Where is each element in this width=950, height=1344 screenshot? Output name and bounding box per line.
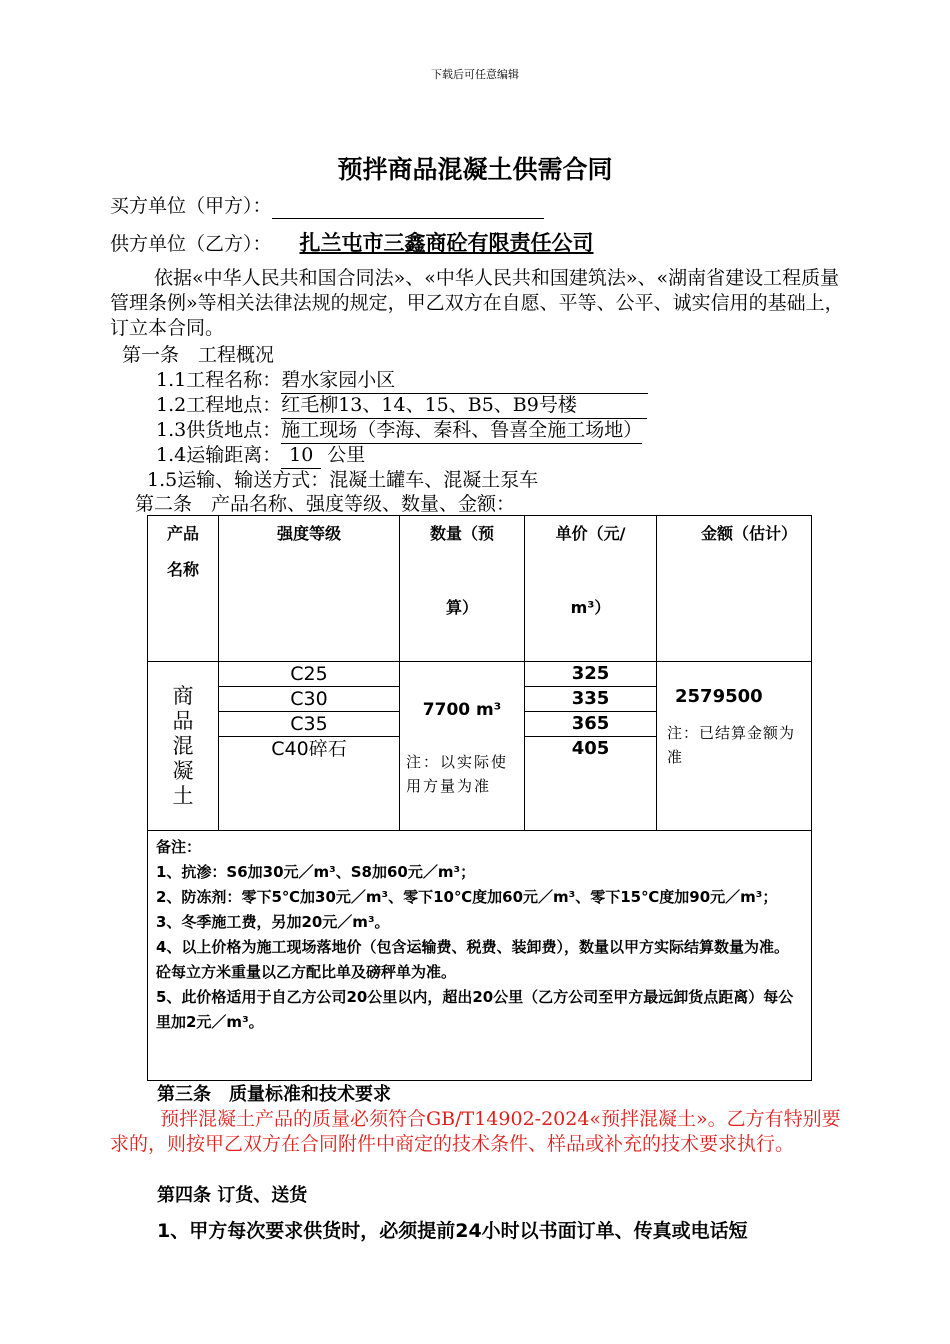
- grade-value: C30: [290, 688, 328, 710]
- item-value: 碧水家园小区: [281, 368, 648, 394]
- intro-paragraph: 依据«中华人民共和国合同法»、«中华人民共和国建筑法»、«湖南省建设工程质量管理条例»等相关法律法规的规定，甲乙双方在自愿、平等、公平、诚实信用的基础上，订立本合同。: [110, 267, 844, 339]
- grade-value: C35: [290, 713, 328, 735]
- buyer-field: [272, 198, 544, 219]
- grade-value: C40碎石: [271, 738, 347, 760]
- header-grade: [219, 516, 400, 662]
- header-text: 名称: [166, 560, 199, 579]
- product-name: 商品混凝土: [172, 683, 194, 808]
- remark-item: 2、防冻剂：零下5℃加30元／m³、零下10℃度加60元／m³、零下15℃度加90元／m³；: [156, 888, 778, 906]
- document-title: 预拌商品混凝土供需合同: [337, 155, 613, 184]
- grade-cell: [219, 712, 400, 737]
- article1-heading: 第一条 工程概况: [122, 344, 275, 366]
- header-text: 数量（预: [429, 524, 494, 543]
- remarks-heading: 备注：: [156, 838, 202, 856]
- article1-item-5: [147, 468, 538, 493]
- item-value: 混凝土罐车、混凝土泵车: [329, 469, 539, 491]
- price-value: 365: [571, 713, 610, 734]
- header-amount: [657, 516, 812, 662]
- item-label: 1.4运输距离：: [156, 444, 282, 466]
- article3-body: 预拌混凝土产品的质量必须符合GB/T14902-2024«预拌混凝土»。乙方有特别要求的，则按甲乙双方在合同附件中商定的技术条件、样品或补充的技术要求执行。: [110, 1108, 841, 1155]
- product-table: [147, 515, 812, 1081]
- grade-cell: [219, 662, 400, 687]
- price-cell: [525, 662, 657, 687]
- quantity-note: 注：以实际使用方量为准: [406, 753, 509, 795]
- grade-cell: [219, 737, 400, 831]
- article1-item-3: [156, 418, 642, 444]
- item-value: 10: [281, 443, 321, 469]
- price-cell: [525, 712, 657, 737]
- remarks-cell: [148, 831, 812, 1081]
- article1-item-4: [156, 443, 365, 469]
- price-value: 405: [571, 738, 610, 759]
- seller-row: [110, 231, 594, 257]
- quantity-cell: [400, 662, 525, 831]
- item-value: 施工现场（李海、秦科、鲁喜全施工场地）: [281, 418, 642, 444]
- header-text: 单价（元/: [555, 524, 626, 543]
- amount-cell: [657, 662, 812, 831]
- grade-value: C25: [290, 663, 328, 685]
- price-value: 325: [571, 663, 610, 684]
- remark-item: 3、冬季施工费，另加20元／m³。: [156, 913, 390, 931]
- remark-item: 1、抗渗：S6加30元／m³、S8加60元／m³；: [156, 863, 476, 881]
- quantity-value: 7700 m³: [422, 700, 502, 720]
- remark-item: 5、此价格适用于自乙方公司20公里以内，超出20公里（乙方公司至甲方最远卸货点距离）每公里加2元／m³。: [156, 988, 794, 1031]
- header-text: m³）: [570, 598, 611, 617]
- item-label: 1.1工程名称：: [156, 369, 282, 391]
- header-quantity: [400, 516, 525, 662]
- grade-cell: [219, 687, 400, 712]
- article2-heading: 第二条 产品名称、强度等级、数量、金额：: [135, 493, 516, 515]
- amount-value: 2579500: [675, 686, 763, 707]
- product-name-cell: [148, 662, 219, 831]
- amount-note: 注：已结算金额为准: [667, 724, 796, 766]
- article1-item-1: [156, 368, 648, 394]
- item-unit: 公里: [327, 444, 366, 466]
- header-text: 金额（估计）: [701, 524, 798, 543]
- seller-label: 供方单位（乙方）：: [110, 233, 272, 255]
- item-label: 1.3供货地点：: [156, 419, 282, 441]
- article1-item-2: [156, 393, 647, 419]
- header-text: 算）: [445, 598, 478, 617]
- price-cell: [525, 687, 657, 712]
- price-value: 335: [571, 688, 610, 709]
- article4-heading: 第四条 订货、送货: [157, 1185, 308, 1206]
- item-value: 红毛柳13、14、15、B5、B9号楼: [281, 393, 647, 419]
- buyer-row: [110, 194, 544, 219]
- item-label: 1.5运输、输送方式：: [147, 469, 330, 491]
- buyer-label: 买方单位（甲方）：: [110, 195, 272, 217]
- remark-item: 4、以上价格为施工现场落地价（包含运输费、税费、装卸费），数量以甲方实际结算数量为准。砼每立方米重量以乙方配比单及磅秤单为准。: [156, 938, 789, 981]
- seller-name: 扎兰屯市三鑫商砼有限责任公司: [299, 231, 594, 255]
- header-text: 强度等级: [276, 524, 341, 543]
- item-label: 1.2工程地点：: [156, 394, 282, 416]
- header-product-name: [148, 516, 219, 662]
- header-note: 下载后可任意编辑: [431, 68, 519, 81]
- price-cell: [525, 737, 657, 831]
- article3-heading: 第三条 质量标准和技术要求: [157, 1084, 391, 1105]
- header-price: [525, 516, 657, 662]
- header-text: 产品: [166, 524, 199, 543]
- article4-item-1: 1、甲方每次要求供货时，必须提前24小时以书面订单、传真或电话短: [157, 1220, 748, 1242]
